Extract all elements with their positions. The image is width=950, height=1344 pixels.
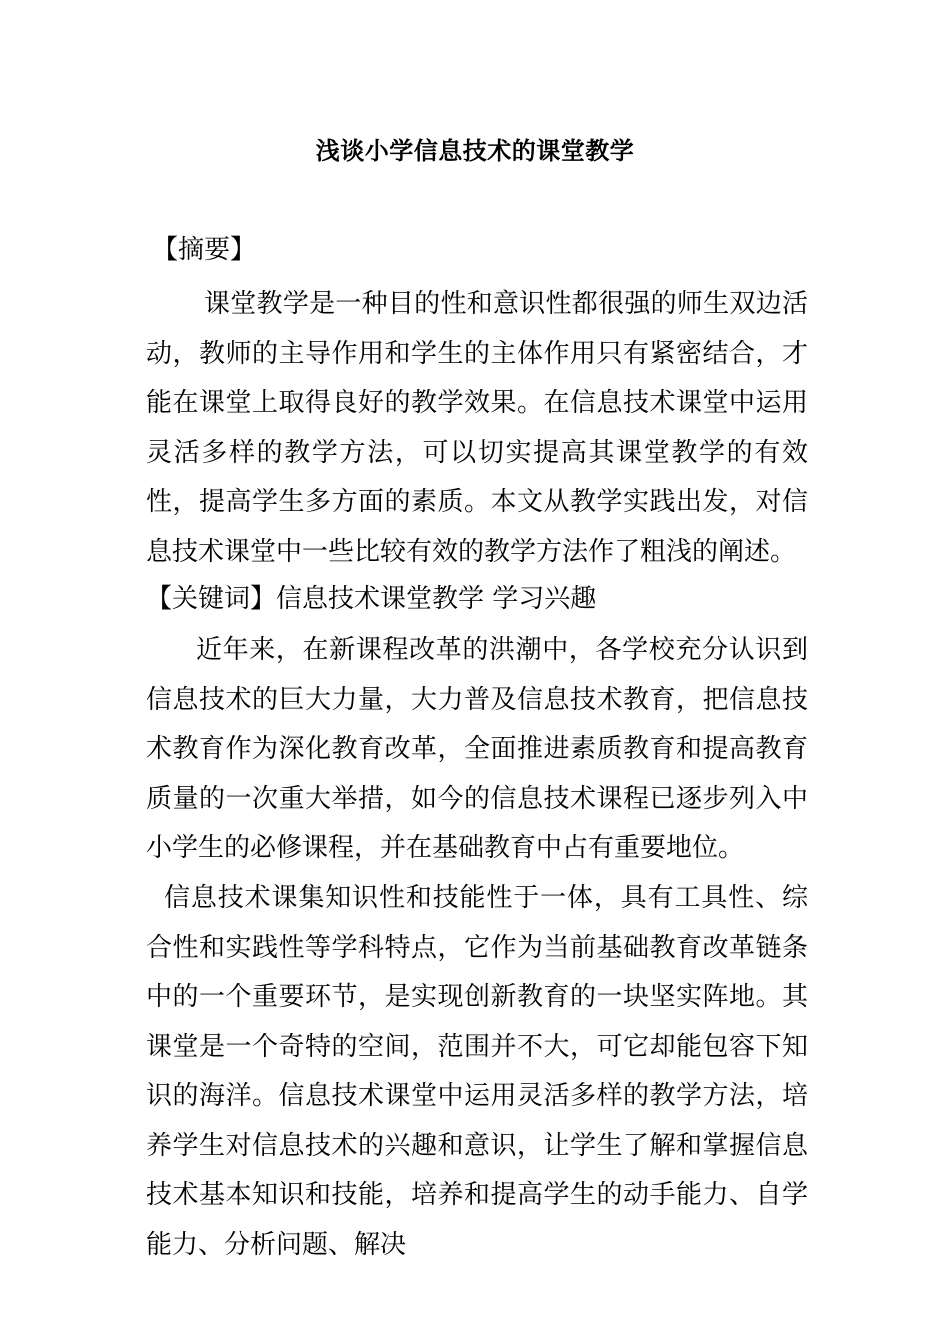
abstract-paragraph: 课堂教学是一种目的性和意识性都很强的师生双边活动，教师的主导作用和学生的主体作用只有紧密结合，才能在课堂上取得良好的教学效果。在信息技术课堂中运用灵活多样的教学方法，可以切实提高其课堂教学的有效性，提高学生多方面的素质。本文从教学实践出发，对信息技术课堂中一些比较有效的教学方法作了粗浅的阐述。 (146, 289, 808, 567)
body-paragraph-2: 信息技术课集知识性和技能性于一体，具有工具性、综合性和实践性等学科特点，它作为当前基础教育改革链条中的一个重要环节，是实现创新教育的一块坚实阵地。其课堂是一个奇特的空间，范围并不大，可它却能包容下知识的海洋。信息技术课堂中运用灵活多样的教学方法，培养学生对信息技术的兴趣和意识，让学生了解和掌握信息技术基本知识和技能，培养和提高学生的动手能力、自学能力、分析问题、解决 (146, 883, 808, 1260)
keywords-line: 【关键词】信息技术课堂教学 学习兴趣 (146, 584, 597, 614)
body-paragraph-1: 近年来，在新课程改革的洪潮中，各学校充分认识到信息技术的巨大力量，大力普及信息技术教育，把信息技术教育作为深化教育改革，全面推进素质教育和提高教育质量的一次重大举措，如今的信息技术课程已逐步列入中小学生的必修课程，并在基础教育中占有重要地位。 (146, 635, 808, 863)
document-title: 浅谈小学信息技术的课堂教学 (315, 136, 635, 165)
abstract-label: 【摘要】 (152, 235, 257, 265)
